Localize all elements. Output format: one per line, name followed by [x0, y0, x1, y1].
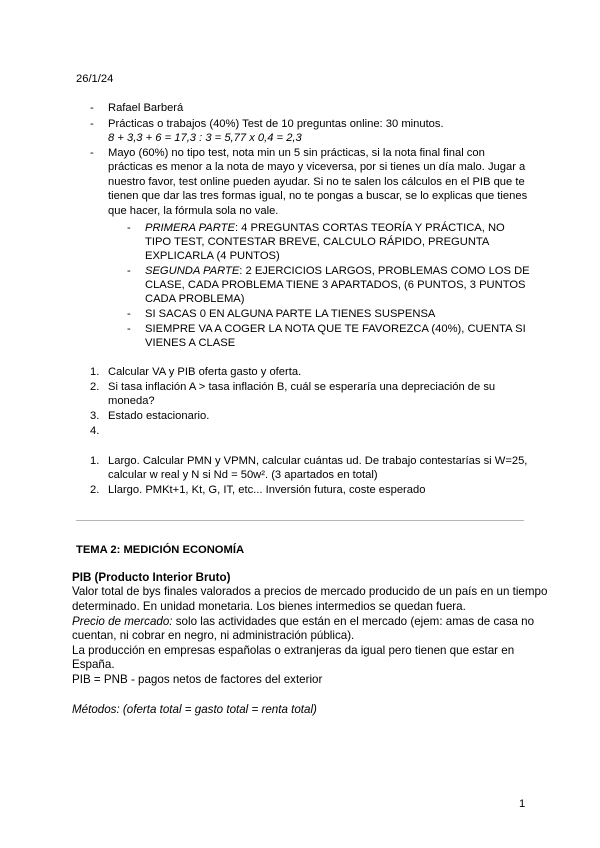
precio-mercado-label: Precio de mercado:	[72, 615, 173, 628]
sub-bullet-nota: SIEMPRE VA A COGER LA NOTA QUE TE FAVOREZCA (40%), CUENTA SI	[145, 323, 526, 335]
sub-bullet-dash: -	[127, 308, 131, 320]
bullet-professor: Rafael Barberá	[108, 102, 184, 114]
metodos-line: Métodos: (oferta total = gasto total = renta total)	[72, 703, 317, 716]
bullet-mayo-line: que hacer, la fórmula sola no vale.	[108, 205, 279, 217]
list-item: Llargo. PMKt+1, Kt, G, IT, etc... Inversión futura, coste esperado	[108, 484, 426, 496]
primera-parte-label: PRIMERA PARTE	[145, 222, 235, 234]
bullet-dash: -	[90, 147, 94, 159]
list-item-line: moneda?	[108, 395, 155, 407]
precio-mercado-text: solo las actividades que están en el mercado (ejem: amas de casa no	[172, 615, 535, 628]
list-number: 2.	[90, 484, 100, 496]
horizontal-rule	[76, 520, 524, 521]
bullet-formula: 8 + 3,3 + 6 = 17,3 : 3 = 5,77 x 0,4 = 2,3	[108, 132, 302, 144]
bullet-mayo-line: prácticas es menor a la nota de mayo y viceversa, por si tienes un día malo. Jugar a	[108, 161, 526, 173]
paragraph-line: determinado. En unidad monetaria. Los bienes intermedios se quedan fuera.	[72, 600, 466, 613]
sub-bullet-segunda	[145, 264, 530, 278]
bullet-practicas: Prácticas o trabajos (40%) Test de 10 preguntas online: 30 minutos.	[108, 118, 444, 130]
paragraph-line: cuentan, ni cobrar en negro, ni administración pública).	[72, 629, 355, 642]
segunda-parte-text: : 2 EJERCICIOS LARGOS, PROBLEMAS COMO LOS DE	[239, 265, 530, 277]
bullet-mayo-line: Mayo (60%) no tipo test, nota min un 5 sin prácticas, si la nota final final con	[108, 147, 485, 159]
sub-bullet-suspensa: SI SACAS 0 EN ALGUNA PARTE LA TIENES SUSPENSA	[145, 308, 436, 320]
paragraph-line: Valor total de bys finales valorados a precios de mercado producido de un país en un tiempo	[72, 585, 548, 598]
sub-bullet-primera	[145, 221, 505, 235]
bullet-dash: -	[90, 118, 94, 130]
list-number: 2.	[90, 381, 100, 393]
bullet-mayo-line: tienen que dar las tres formas igual, no te pongas a buscar, se lo explicas que tienes	[108, 190, 528, 202]
sub-bullet-dash: -	[127, 222, 131, 234]
list-number: 1.	[90, 366, 100, 378]
sub-bullet-segunda-line: CLASE, CADA PROBLEMA TIENE 3 APARTADOS, (6 PUNTOS, 3 PUNTOS	[145, 279, 526, 291]
list-item: Estado estacionario.	[108, 410, 210, 422]
list-number: 4.	[90, 425, 100, 437]
bullet-dash: -	[90, 102, 94, 114]
section-title: TEMA 2: MEDICIÓN ECONOMÍA	[76, 544, 245, 556]
paragraph-line: La producción en empresas españolas o extranjeras da igual pero tienen que estar en	[72, 644, 515, 657]
list-item: Calcular VA y PIB oferta gasto y oferta.	[108, 366, 302, 378]
sub-bullet-dash: -	[127, 323, 131, 335]
list-item: Si tasa inflación A > tasa inflación B, cuál se esperaría una depreciación de su	[108, 381, 496, 393]
sub-bullet-segunda-line: CADA PROBLEMA)	[145, 293, 245, 305]
paragraph-line: España.	[72, 658, 115, 671]
date: 26/1/24	[76, 73, 114, 85]
sub-bullet-primera-line: EXPLICARLA (4 PUNTOS)	[145, 250, 280, 262]
pib-formula: PIB = PNB - pagos netos de factores del exterior	[72, 673, 323, 686]
sub-bullet-primera-line: TIPO TEST, CONTESTAR BREVE, CALCULO RÁPIDO, PREGUNTA	[145, 236, 490, 248]
sub-bullet-nota-line: VIENES A CLASE	[145, 337, 236, 349]
bullet-mayo-line: nuestro favor, test online pueden ayudar. Si no te salen los cálculos en el PIB que te	[108, 176, 525, 188]
sub-bullet-dash: -	[127, 265, 131, 277]
pib-heading: PIB (Producto Interior Bruto)	[72, 571, 231, 584]
precio-mercado-line	[72, 615, 534, 629]
page-number: 1	[519, 798, 526, 810]
primera-parte-text: : 4 PREGUNTAS CORTAS TEORÍA Y PRÁCTICA, NO	[234, 222, 505, 234]
list-number: 1.	[90, 455, 100, 467]
list-item: Largo. Calcular PMN y VPMN, calcular cuántas ud. De trabajo contestarías si W=25,	[108, 455, 528, 467]
segunda-parte-label: SEGUNDA PARTE	[145, 265, 240, 277]
list-item-line: calcular w real y N si Nd = 50w². (3 apartados en total)	[108, 469, 378, 481]
list-number: 3.	[90, 410, 100, 422]
